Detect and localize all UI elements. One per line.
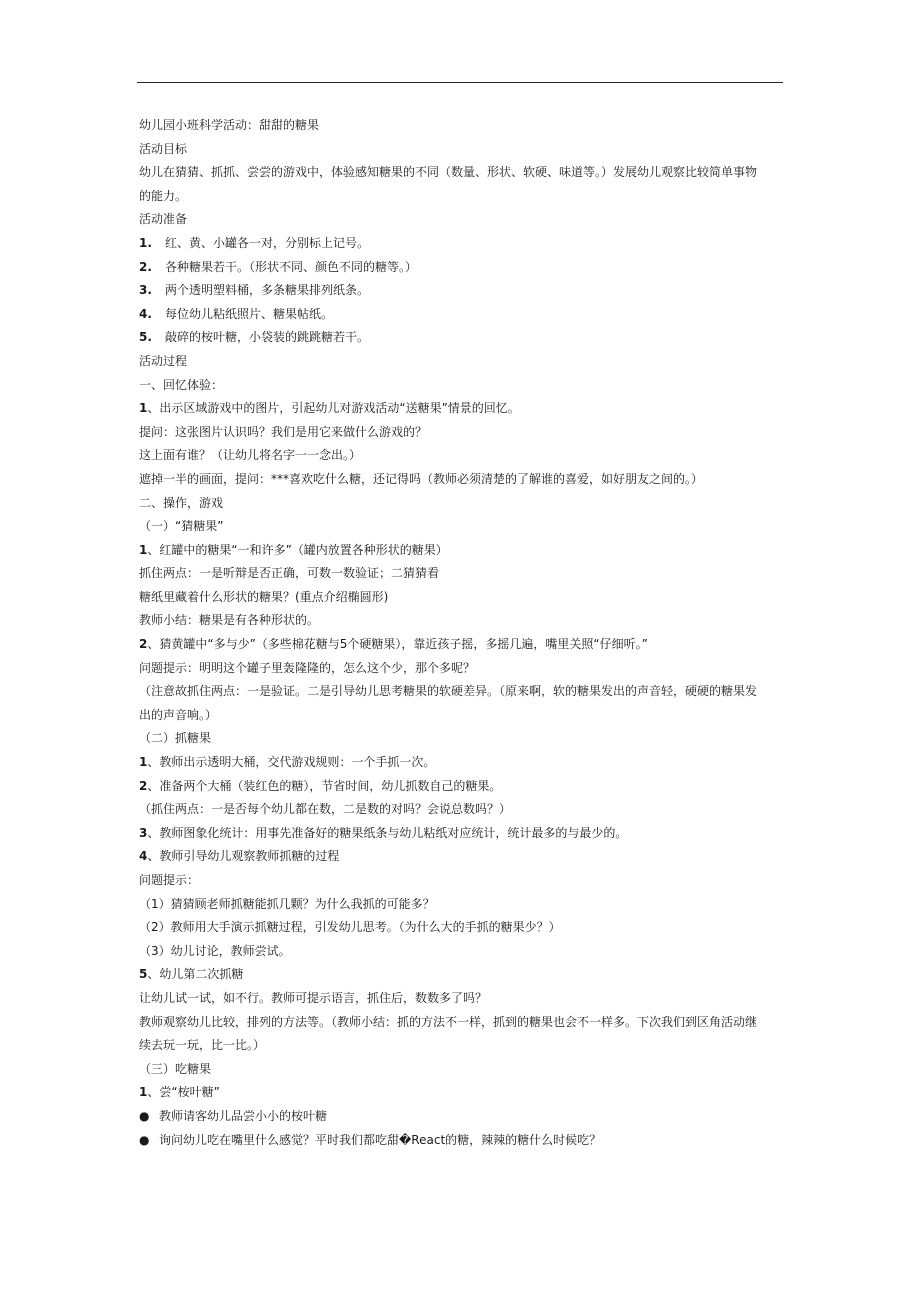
step-text: 、出示区域游戏中的图片，引起幼儿对游戏活动“送糖果”情景的回忆。: [147, 401, 520, 416]
prep-item-text: 各种糖果若干。（形状不同、颜色不同的糖等。）: [165, 259, 418, 274]
bullet-text: 教师请客幼儿品尝小小的桉叶糖: [159, 1108, 328, 1123]
step-number: 2: [139, 637, 148, 652]
prep-item-text: 敲碎的桉叶糖，小袋装的跳跳糖若干。: [165, 330, 370, 345]
document-title: 幼儿园小班科学活动：甜甜的糖果: [139, 118, 320, 132]
prep-item-number: 5.: [139, 330, 152, 345]
header-rule: [137, 82, 783, 83]
prep-item-text: 两个透明塑料桶，多条糖果排列纸条。: [165, 283, 370, 298]
prep-item-5: [139, 326, 785, 350]
step-text: 、幼儿第二次抓糖: [147, 967, 244, 982]
step-text: 、教师图象化统计：用事先准备好的糖果纸条与幼儿粘纸对应统计，统计最多的与最少的。: [147, 825, 628, 840]
subsection-1-line-3: 糖纸里藏着什么形状的糖果？(重点介绍椭圆形): [139, 589, 389, 604]
subsection-2-line-10: [139, 963, 785, 987]
prep-item-2: [139, 256, 785, 280]
step-number: 4: [139, 849, 148, 864]
step-text: 、尝“桉叶糖”: [147, 1085, 220, 1100]
section-1-line-1: [139, 397, 785, 421]
step-number: 2: [139, 778, 148, 793]
prep-item-3: [139, 279, 785, 303]
goal-text-line-2: 的能力。: [139, 188, 188, 203]
prep-item-number: 1.: [139, 235, 152, 250]
document-body: [139, 114, 785, 1152]
process-heading: 活动过程: [139, 353, 188, 368]
step-number: 1: [139, 755, 148, 770]
goal-text-line-1: 幼儿在猜猜、抓抓、尝尝的游戏中，体验感知糖果的不同（数量、形状、软硬、味道等。）发展幼儿观察比较简单事物: [139, 165, 758, 180]
subsection-1-line-5: [139, 633, 785, 657]
subsection-2-line-6: 问题提示：: [139, 873, 200, 887]
step-text: 、猜黄罐中“多与少”（多些棉花糖与5个硬糖果），靠近孩子摇，多摇几遍，嘴里关照“仔细听。”: [147, 637, 648, 652]
bullet-icon: ●: [139, 1132, 150, 1147]
subsection-3-bullet-1: [139, 1105, 785, 1129]
prep-item-4: [139, 303, 785, 327]
bullet-icon: ●: [139, 1108, 150, 1123]
section-2-heading: 二、操作，游戏: [139, 495, 224, 510]
step-text: 、教师引导幼儿观察教师抓糖的过程: [147, 849, 340, 864]
prep-item-1: [139, 232, 785, 256]
bullet-text: 询问幼儿吃在嘴里什么感觉？平时我们都吃甜�React的糖，辣辣的糖什么时候吃？: [159, 1132, 602, 1147]
subsection-3-line-1: [139, 1081, 785, 1105]
step-number: 5: [139, 967, 148, 982]
step-number: 1: [139, 1085, 148, 1100]
subsection-1-line-4: 教师小结：糖果是有各种形状的。: [139, 613, 320, 628]
prep-item-text: 红、黄、小罐各一对，分别标上记号。: [165, 235, 370, 250]
subsection-1-heading: （一）“猜糖果”: [139, 519, 224, 534]
section-1-line-3: 这上面有谁？（让幼儿将名字一一念出。）: [139, 448, 362, 463]
section-1-line-4: 遮掉一半的画面，提问：***喜欢吃什么糖，还记得吗（教师必须清楚的了解谁的喜爱，如好朋友之间的。）: [139, 471, 704, 486]
subsection-1-line-1: [139, 539, 785, 563]
subsection-2-line-4: [139, 822, 785, 846]
section-1-heading: 一、回忆体验：: [139, 377, 224, 392]
prep-item-number: 3.: [139, 283, 152, 298]
subsection-2-line-2: [139, 775, 785, 799]
step-text: 、准备两个大桶（装红色的糖），节省时间，幼儿抓数自己的糖果。: [147, 778, 502, 793]
subsection-2-line-7: （1）猜猜顾老师抓糖能抓几颗？为什么我抓的可能多？: [139, 896, 435, 911]
step-number: 1: [139, 401, 148, 416]
subsection-1-line-6: 问题提示：明明这个罐子里轰隆隆的，怎么这个少，那个多呢？: [139, 660, 476, 675]
subsection-1-line-2: 抓住两点：一是听辩是否正确，可数一数验证；二猜猜看: [139, 566, 440, 581]
subsection-2-line-3: （抓住两点：一是否每个幼儿都在数，二是数的对吗？会说总数吗？）: [139, 802, 512, 817]
subsection-1-line-8: 出的声音响。）: [139, 707, 218, 722]
prep-heading: 活动准备: [139, 212, 188, 227]
prep-item-number: 2.: [139, 259, 152, 274]
prep-item-number: 4.: [139, 306, 152, 321]
subsection-1-line-7: （注意故抓住两点：一是验证。二是引导幼儿思考糖果的软硬差异。（原来啊，软的糖果发出的声音轻，硬硬的糖果发: [139, 684, 758, 699]
step-text: 、教师出示透明大桶，交代游戏规则：一个手抓一次。: [147, 755, 436, 770]
section-1-line-2: 提问：这张图片认识吗？我们是用它来做什么游戏的？: [139, 424, 428, 439]
subsection-2-line-13: 续去玩一玩，比一比。）: [139, 1038, 266, 1053]
subsection-2-line-9: （3）幼儿讨论，教师尝试。: [139, 943, 291, 958]
step-number: 3: [139, 825, 148, 840]
subsection-2-line-8: （2）教师用大手演示抓糖过程，引发幼儿思考。（为什么大的手抓的糖果少？）: [139, 920, 561, 935]
step-number: 1: [139, 542, 148, 557]
subsection-2-line-11: 让幼儿试一试，如不行。教师可提示语言，抓住后，数数多了吗？: [139, 990, 488, 1005]
prep-item-text: 每位幼儿粘纸照片、糖果帖纸。: [165, 306, 334, 321]
subsection-2-line-12: 教师观察幼儿比较，排列的方法等。（教师小结：抓的方法不一样，抓到的糖果也会不一样多。下次我们到区角活动继: [139, 1014, 758, 1029]
goal-heading: 活动目标: [139, 141, 188, 156]
subsection-3-bullet-2: [139, 1129, 785, 1153]
subsection-3-heading: （三）吃糖果: [139, 1061, 212, 1076]
subsection-2-line-1: [139, 751, 785, 775]
step-text: 、红罐中的糖果“一和许多”（罐内放置各种形状的糖果）: [147, 542, 448, 557]
subsection-2-heading: （二）抓糖果: [139, 731, 212, 746]
subsection-2-line-5: [139, 845, 785, 869]
